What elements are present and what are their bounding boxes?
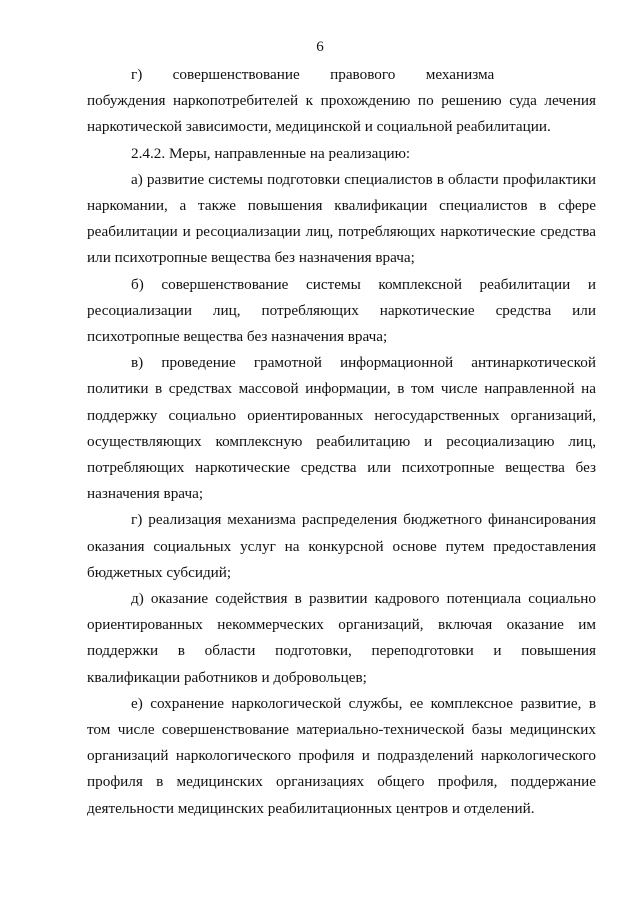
page-number: 6 [316, 39, 324, 55]
paragraph-b-rehabilitation-system: б) совершенствование системы комплексной реабилитации и ресоциализации лиц, потребляющих наркотические средства или психотропные вещества без назначения врача; [87, 275, 596, 346]
paragraph-v-information-policy: в) проведение грамотной информационной антинаркотической политики в средствах массовой информации, в том числе направленной на поддержку социально ориентированных негосударственных организаций, осуществляющих комплексную реабилитацию и ресоциализацию лиц, потребляющих наркотические средства или психотропные вещества без назначения врача; [87, 354, 596, 503]
paragraph-g-budget-financing: г) реализация механизма распределения бюджетного финансирования оказания социальных услуг на конкурсной основе путем предоставления бюджетных субсидий; [87, 511, 596, 581]
paragraph-d-staff-support: д) оказание содействия в развитии кадрового потенциала социально ориентированных некоммерческих организаций, включая оказание им поддержки в области подготовки, переподготовки и повышения квалификации работников и добровольцев; [87, 590, 596, 686]
paragraph-e-narcology-service: е) сохранение наркологической службы, ее комплексное развитие, в том числе совершенствование материально-технической базы медицинских организаций наркологического профиля и подразделений наркологического профиля в медицинских организациях общего профиля, поддержание деятельности медицинских реабилитационных центров и отделений. [87, 694, 596, 817]
document-body [87, 62, 596, 822]
paragraph-g-legal-mechanism: г) совершенствование правового механизма побуждения наркопотребителей к прохождению по решению суда лечения наркотической зависимости, медицинской и социальной реабилитации. [87, 66, 596, 136]
section-heading-2-4-2: 2.4.2. Меры, направленные на реализацию: [131, 144, 411, 162]
paragraph-a-specialist-training: а) развитие системы подготовки специалистов в области профилактики наркомании, а также повышения квалификации специалистов в сфере реабилитации и ресоциализации лиц, потребляющих наркотические средства или психотропные вещества без назначения врача; [87, 170, 596, 267]
